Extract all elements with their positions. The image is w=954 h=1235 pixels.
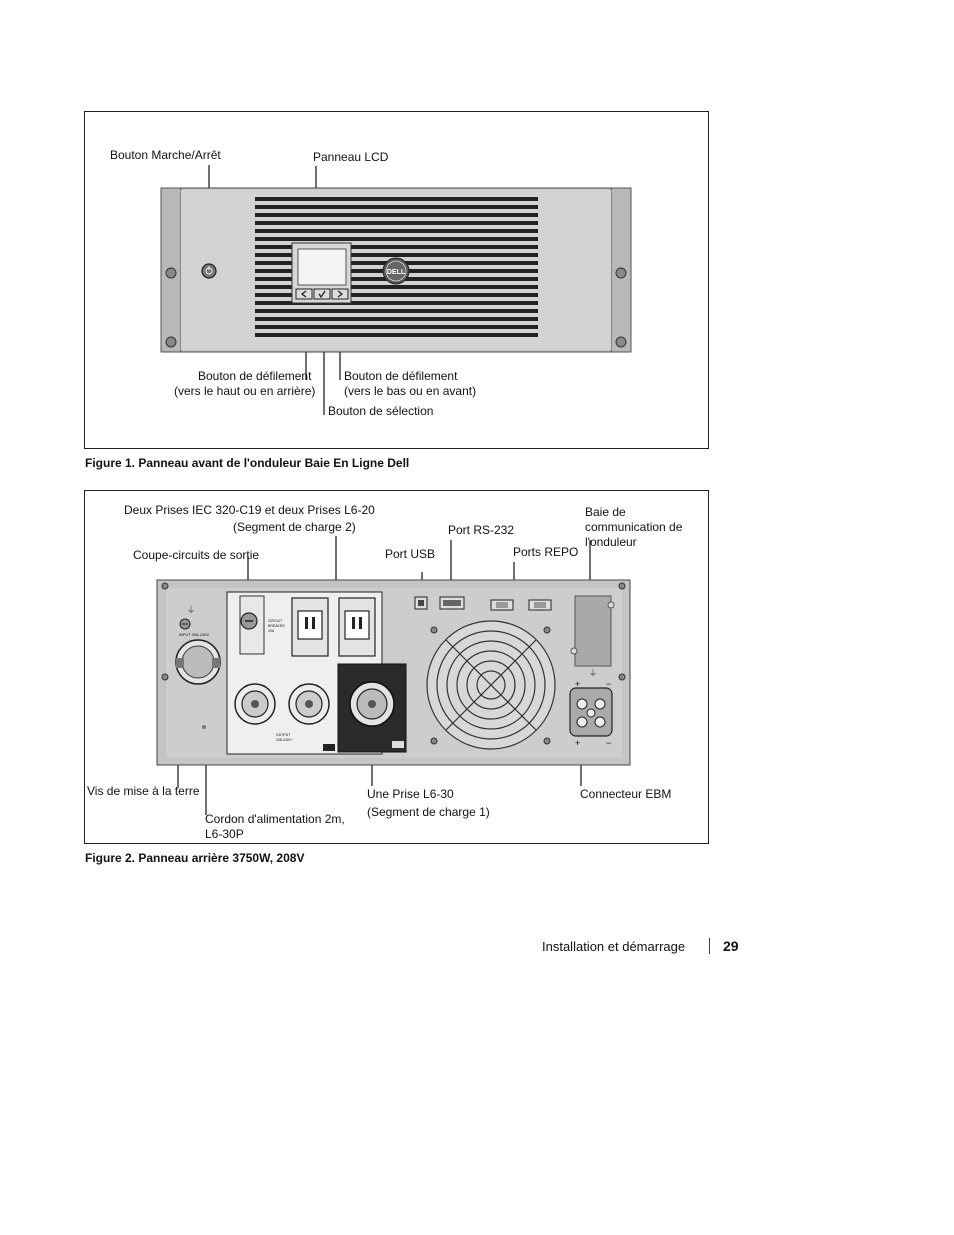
scroll-down-label-line2: (vers le bas ou en avant) [344, 384, 477, 398]
breaker-label: Coupe-circuits de sortie [133, 548, 260, 562]
l6-20-receptacle-2 [289, 684, 329, 724]
comm-bay-label-line1: Baie de [585, 505, 626, 519]
svg-text:−: − [606, 738, 612, 748]
l6-20-receptacle-1 [235, 684, 275, 724]
l6-30-receptacle [350, 682, 394, 726]
svg-text:⏚: ⏚ [186, 605, 196, 615]
select-button-label: Bouton de sélection [328, 404, 434, 418]
svg-text:BREAKER: BREAKER [268, 624, 285, 628]
ground-screw-label: Vis de mise à la terre [87, 784, 200, 798]
svg-text:208-240V~: 208-240V~ [276, 738, 294, 742]
receptacles-label-line2: (Segment de charge 2) [233, 520, 356, 534]
rs232-port-label: Port RS-232 [448, 523, 515, 537]
footer-separator [709, 938, 710, 954]
figure2-caption: Figure 2. Panneau arrière 3750W, 208V [85, 851, 305, 865]
l6-30-label-line1: Une Prise L6-30 [367, 787, 454, 801]
svg-text:+: + [575, 738, 581, 748]
power-cord-label-line1: Cordon d'alimentation 2m, [205, 812, 345, 826]
svg-text:20A: 20A [268, 629, 275, 633]
scroll-up-label-line2: (vers le haut ou en arrière) [174, 384, 316, 398]
communication-bay-icon [571, 596, 614, 666]
iec-c19-receptacle-1 [292, 598, 328, 656]
iec-c19-receptacle-2 [339, 598, 375, 656]
footer-section-title: Installation et démarrage [542, 939, 686, 954]
svg-text:⏚: ⏚ [588, 668, 598, 678]
lcd-panel-label: Panneau LCD [313, 150, 389, 164]
comm-bay-label-line3: l'onduleur [585, 535, 637, 549]
comm-bay-label-line2: communication de [585, 520, 683, 534]
scroll-up-label-line1: Bouton de défilement [198, 369, 312, 383]
svg-text:DELL: DELL [386, 269, 406, 276]
svg-text:−: − [606, 679, 612, 689]
receptacles-label-line1: Deux Prises IEC 320-C19 et deux Prises L6-20 [124, 503, 375, 517]
figure1-caption: Figure 1. Panneau avant de l'onduleur Baie En Ligne Dell [85, 456, 410, 470]
svg-text:+: + [575, 679, 581, 689]
page-number: 29 [723, 938, 739, 954]
scroll-down-label-line1: Bouton de défilement [344, 369, 458, 383]
repo-ports-label: Ports REPO [513, 545, 579, 559]
l6-30-label-line2: (Segment de charge 1) [367, 805, 490, 819]
svg-text:INPUT 208-240V: INPUT 208-240V [178, 632, 210, 637]
svg-text:OUTPUT: OUTPUT [276, 733, 291, 737]
rs232-port-icon [440, 597, 464, 609]
power-cord-label-line2: L6-30P [205, 827, 244, 841]
ebm-connector-label: Connecteur EBM [580, 787, 672, 801]
usb-port-icon [415, 597, 427, 609]
svg-text:CIRCUIT: CIRCUIT [268, 619, 283, 623]
usb-port-label: Port USB [385, 547, 436, 561]
fan-grille-icon [427, 621, 555, 749]
power-cord-inlet-icon [176, 640, 220, 684]
power-button-label: Bouton Marche/Arrêt [110, 148, 221, 162]
